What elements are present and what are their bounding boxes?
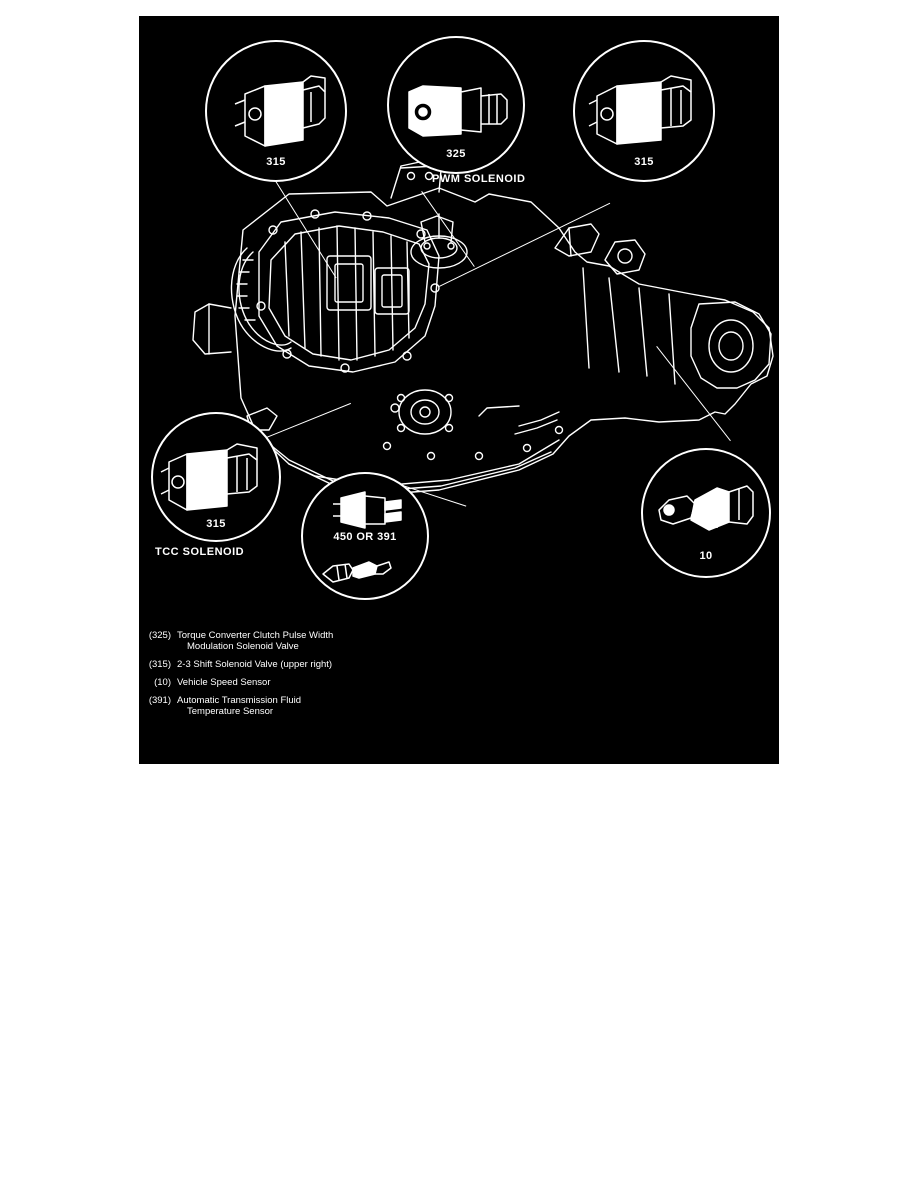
legend-text-line1: Vehicle Speed Sensor [177, 677, 271, 688]
legend [139, 630, 469, 724]
label-tcc-solenoid: TCC SOLENOID [155, 546, 245, 558]
callout-number-315-top-right: 315 [634, 156, 654, 168]
label-pwm-solenoid: PWM SOLENOID [432, 173, 526, 185]
legend-text-line1: Torque Converter Clutch Pulse Width [177, 630, 334, 641]
callout-number-325: 325 [446, 148, 466, 160]
legend-row [139, 659, 469, 670]
legend-row [139, 695, 469, 717]
callout-315-left[interactable] [151, 412, 281, 542]
legend-text [177, 630, 469, 652]
callout-number-450-or-391: 450 OR 391 [333, 531, 397, 543]
legend-number: (391) [148, 695, 171, 706]
legend-text-line2: Temperature Sensor [187, 706, 274, 717]
legend-number: (315) [148, 659, 171, 670]
legend-text-line1: 2-3 Shift Solenoid Valve (upper right) [177, 659, 333, 670]
legend-text [177, 659, 469, 670]
legend-number: (10) [154, 677, 171, 688]
callout-10-right[interactable] [641, 448, 771, 578]
callout-number-315-left: 315 [206, 518, 226, 530]
callout-315-top-left[interactable] [205, 40, 347, 182]
callout-number-10: 10 [699, 550, 713, 562]
callout-number-315-top-left: 315 [266, 156, 286, 168]
legend-text [177, 695, 469, 717]
callout-315-top-right[interactable] [573, 40, 715, 182]
callout-450-391[interactable] [301, 472, 429, 600]
callout-325-top[interactable] [387, 36, 525, 174]
legend-row [139, 677, 469, 688]
legend-text [177, 677, 469, 688]
legend-row [139, 630, 469, 652]
transmission-component-diagram [139, 16, 779, 764]
legend-number: (325) [148, 630, 171, 641]
legend-text-line1: Automatic Transmission Fluid [177, 695, 302, 706]
legend-text-line2: Modulation Solenoid Valve [187, 641, 299, 652]
